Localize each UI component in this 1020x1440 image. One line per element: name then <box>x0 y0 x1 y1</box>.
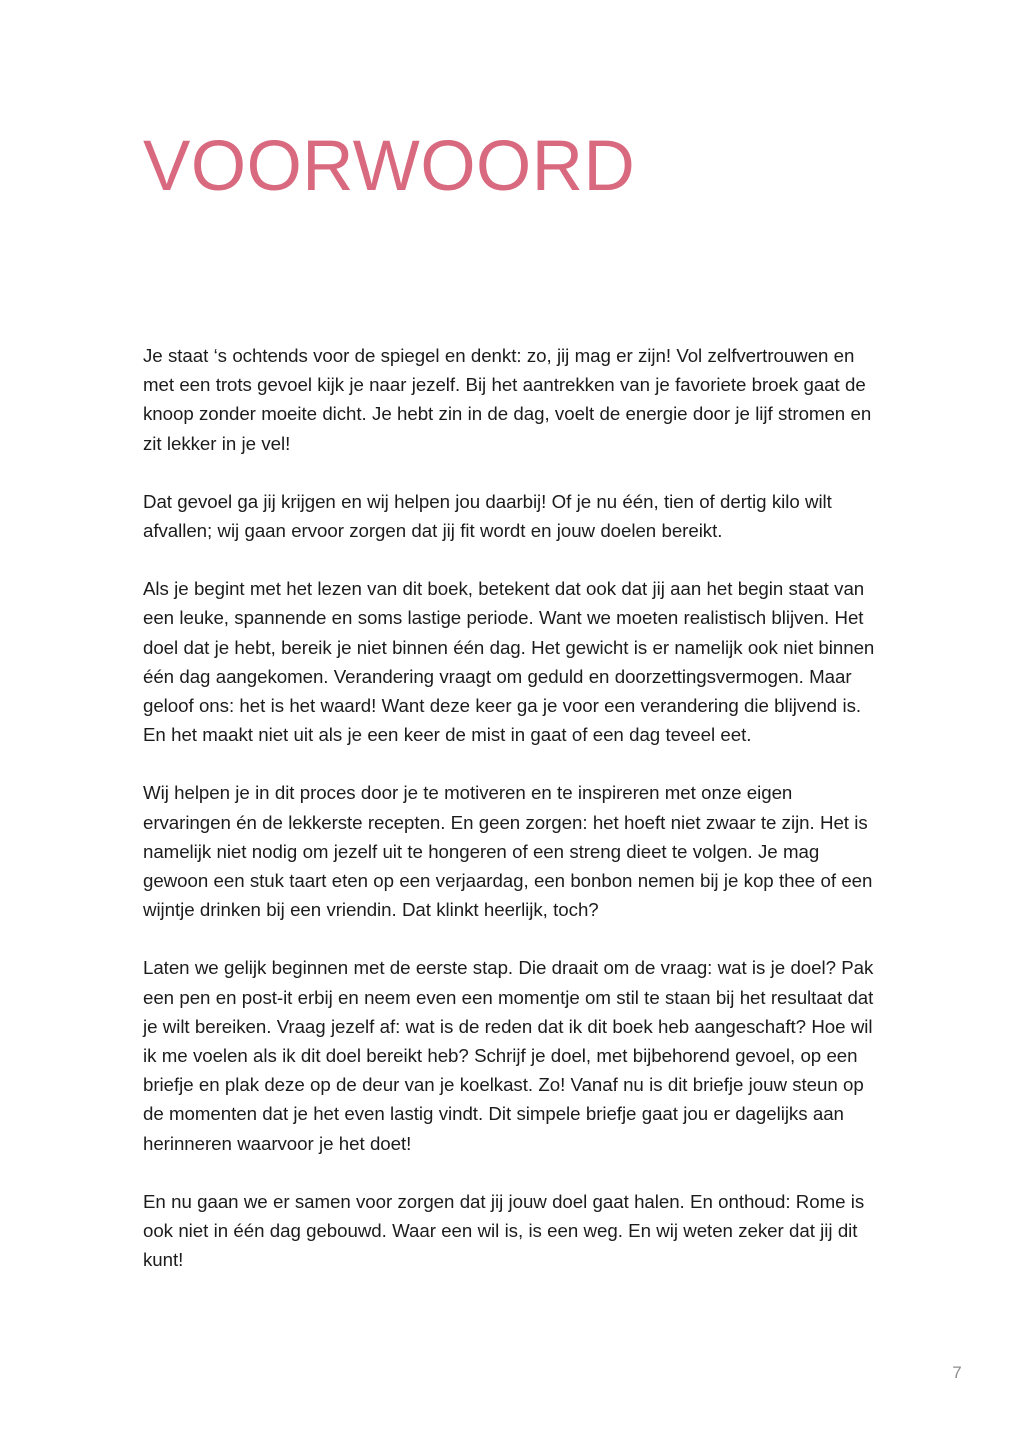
paragraph: En nu gaan we er samen voor zorgen dat jij jouw doel gaat halen. En onthoud: Rome is ook niet in één dag gebouwd. Waar een wil is, is een weg. En wij weten zeker dat jij dit kunt! <box>143 1190 865 1271</box>
paragraph: Je staat ‘s ochtends voor de spiegel en denkt: zo, jij mag er zijn! Vol zelfvertrouwen en met een trots gevoel kijk je naar jezelf. Bij het aantrekken van je favoriete broek gaat de knoop zonder moeite dicht. Je hebt zin in de dag, voelt de energie door je lijf stromen en zit lekker in je vel! <box>143 345 872 454</box>
page-number: 7 <box>952 1363 962 1382</box>
paragraph: Dat gevoel ga jij krijgen en wij helpen jou daarbij! Of je nu één, tien of dertig kilo wilt afvallen; wij gaan ervoor zorgen dat jij fit wordt en jouw doelen bereikt. <box>143 490 832 542</box>
paragraph: Laten we gelijk beginnen met de eerste stap. Die draait om de vraag: wat is je doel? Pak een pen en post-it erbij en neem even een momentje om stil te staan bij het resultaat dat je wilt bereiken. Vraag jezelf af: wat is de reden dat ik dit boek heb aangeschaft? Hoe wil ik me voelen als ik dit doel bereikt heb? Schrijf je doel, met bijbehorend gevoel, op een briefje en plak deze op de deur van je koelkast. Zo! Vanaf nu is dit briefje jouw steun op de momenten dat je het even lastig vindt. Dit simpele briefje gaat jou er dagelijks aan herinneren waarvoor je het doet! <box>143 957 874 1154</box>
paragraph: Wij helpen je in dit proces door je te motiveren en te inspireren met onze eigen ervaringen én de lekkerste recepten. En geen zorgen: het hoeft niet zwaar te zijn. Het is namelijk niet nodig om jezelf uit te hongeren of een streng dieet te volgen. Je mag gewoon een stuk taart eten op een verjaardag, een bonbon nemen bij je kop thee of een wijntje drinken bij een vriendin. Dat klinkt heerlijk, toch? <box>143 782 873 921</box>
body-text-block <box>143 341 883 1274</box>
paragraph: Als je begint met het lezen van dit boek, betekent dat ook dat jij aan het begin staat van een leuke, spannende en soms lastige periode. Want we moeten realistisch blijven. Het doel dat je hebt, bereik je niet binnen één dag. Het gewicht is er namelijk ook niet binnen één dag aangekomen. Verandering vraagt om geduld en doorzettingsvermogen. Maar geloof ons: het is het waard! Want deze keer ga je voor een verandering die blijvend is. En het maakt niet uit als je een keer de mist in gaat of een dag teveel eet. <box>143 578 875 746</box>
page-title: VOORWOORD <box>143 127 636 206</box>
